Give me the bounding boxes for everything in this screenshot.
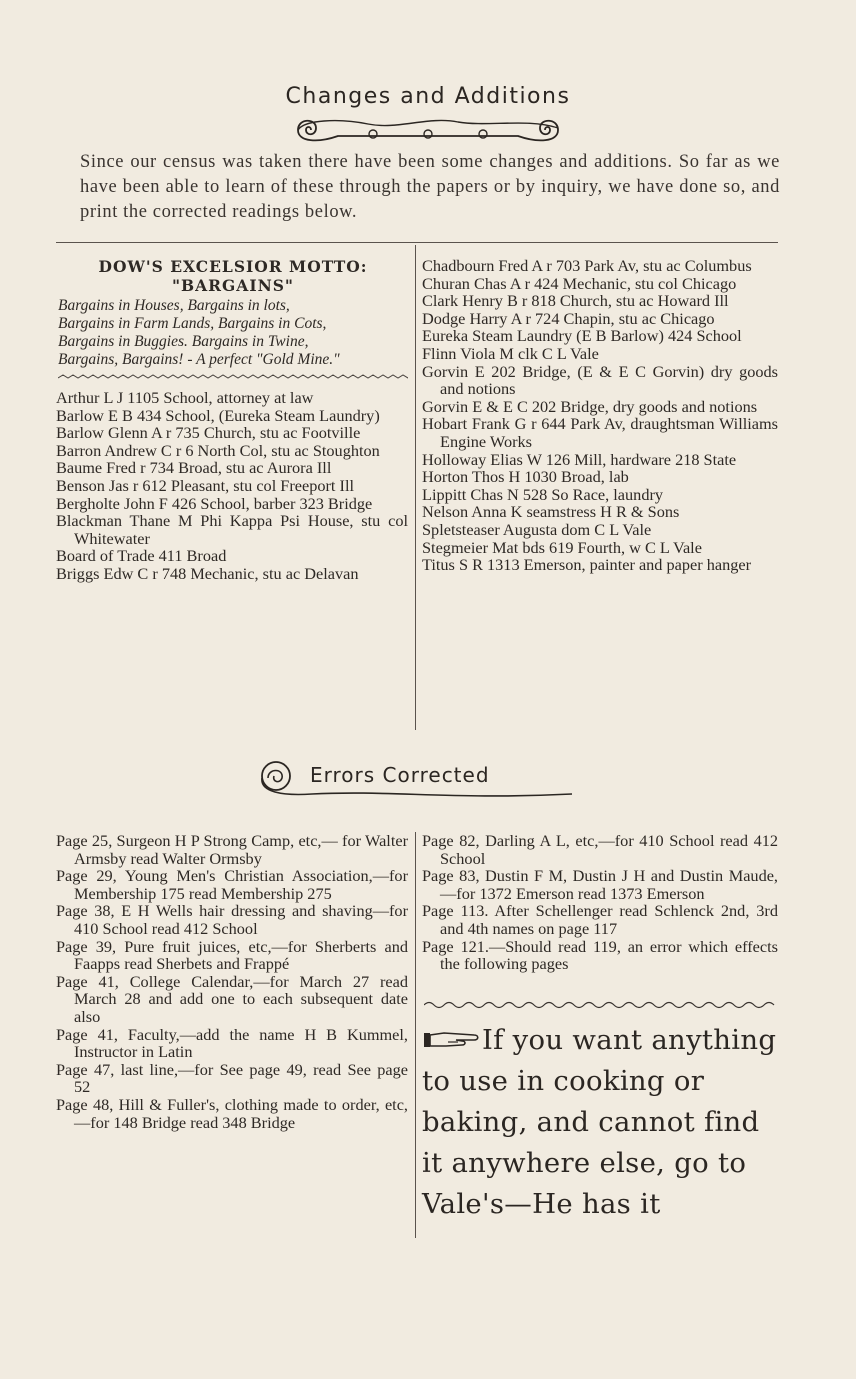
list-item: Gorvin E 202 Bridge, (E & E C Gorvin) dry goods and notions [422,361,778,399]
list-item: Flinn Viola M clk C L Vale [422,343,599,363]
ad-subhead: "BARGAINS" [171,276,295,295]
vale-ad-text: If you want anything to use in cooking or baking, and cannot find it anywhere else, go to Vale's—He has it [422,1024,777,1220]
list-item: Barlow E B 434 School, (Eureka Steam Laundry) [56,405,380,425]
list-item: Barron Andrew C r 6 North Col, stu ac Stoughton [56,440,380,460]
list-item: Page 121.—Should read 119, an error which effects the following pages [422,936,778,974]
divider [56,242,778,243]
list-item: Page 25, Surgeon H P Strong Camp, etc,— for Walter Armsby read Walter Ormsby [56,831,408,868]
ad-line: Bargains in Buggies. Bargains in Twine, [58,333,309,350]
column-divider [415,832,416,1238]
list-item: Arthur L J 1105 School, attorney at law [56,388,314,407]
intro-paragraph: Since our census was taken there have been some changes and additions. So far as we have been able to learn of these through the papers or by inquiry, we have done so, and print the corrected readings below. [80,152,780,222]
list-item: Blackman Thane M Phi Kappa Psi House, stu col Whitewater [56,511,408,548]
list-item: Board of Trade 411 Broad [56,546,227,566]
list-item: Eureka Steam Laundry (E B Barlow) 424 School [422,326,742,346]
ad-line: Bargains, Bargains! - A perfect "Gold Mine." [58,351,340,368]
vale-advertisement [422,1020,778,1225]
list-item: Page 48, Hill & Fuller's, clothing made to order, etc,—for 148 Bridge read 348 Bridge [56,1094,408,1132]
list-item: Page 41, College Calendar,—for March 27 read March 28 and add one to each subsequent date also [56,971,408,1026]
list-item: Dodge Harry A r 724 Chapin, stu ac Chicago [422,308,715,328]
errors-title: Errors Corrected [310,763,490,787]
changes-right-column [422,257,778,574]
list-item: Holloway Elias W 126 Mill, hardware 218 State [422,449,737,469]
list-item: Hobart Frank G r 644 Park Av, draughtsman Williams Engine Works [422,414,778,451]
list-item: Page 47, last line,—for See page 49, read See page 52 [56,1059,408,1097]
list-item: Clark Henry B r 818 Church, stu ac Howard Ill [422,291,729,311]
list-item: Briggs Edw C r 748 Mechanic, stu ac Delavan [56,563,359,583]
pointing-hand-icon [422,1027,482,1051]
errors-right-column [422,832,778,973]
ad-line: Bargains in Houses, Bargains in lots, [58,297,290,314]
list-item: Titus S R 1313 Emerson, painter and paper hanger [422,555,752,575]
list-item: Spletsteaser Augusta dom C L Vale [422,519,652,539]
list-item: Page 83, Dustin F M, Dustin J H and Dustin Maude,—for 1372 Emerson read 1373 Emerson [422,866,778,903]
list-item: Gorvin E & E C 202 Bridge, dry goods and notions [422,396,758,416]
list-item: Page 41, Faculty,—add the name H B Kummel, Instructor in Latin [56,1024,408,1062]
ad-headline: DOW'S EXCELSIOR MOTTO: [98,257,368,276]
scroll-ornament-icon [278,112,578,148]
page-title: Changes and Additions [285,84,571,109]
errors-left-column [56,832,408,1131]
list-item: Horton Thos H 1030 Broad, lab [422,467,629,487]
changes-left-column [56,257,408,583]
list-item: Page 29, Young Men's Christian Association,—for Membership 175 read Membership 275 [56,866,408,903]
wavy-divider-icon [424,1000,778,1010]
list-item: Page 38, E H Wells hair dressing and shaving—for 410 School read 412 School [56,901,408,938]
list-item: Chadbourn Fred A r 703 Park Av, stu ac Columbus [422,256,752,275]
list-item: Page 82, Darling A L, etc,—for 410 School read 412 School [422,831,778,868]
list-item: Barlow Glenn A r 735 Church, stu ac Footville [56,423,361,443]
list-item: Baume Fred r 734 Broad, stu ac Aurora Ill [56,458,332,478]
list-item: Stegmeier Mat bds 619 Fourth, w C L Vale [422,537,702,557]
list-item: Bergholte John F 426 School, barber 323 Bridge [56,493,373,513]
list-item: Page 113. After Schellenger read Schlenck 2nd, 3rd and 4th names on page 117 [422,901,778,938]
column-divider [415,245,416,730]
list-item: Churan Chas A r 424 Mechanic, stu col Chicago [422,273,737,293]
list-item: Nelson Anna K seamstress H R & Sons [422,502,680,522]
wavy-divider-icon [58,373,408,383]
list-item: Lippitt Chas N 528 So Race, laundry [422,484,664,504]
list-item: Benson Jas r 612 Pleasant, stu col Freeport Ill [56,475,354,495]
dow-advertisement [56,257,408,383]
list-item: Page 39, Pure fruit juices, etc,—for Sherberts and Faapps read Sherbets and Frappé [56,936,408,974]
ad-line: Bargains in Farm Lands, Bargains in Cots, [58,315,327,332]
